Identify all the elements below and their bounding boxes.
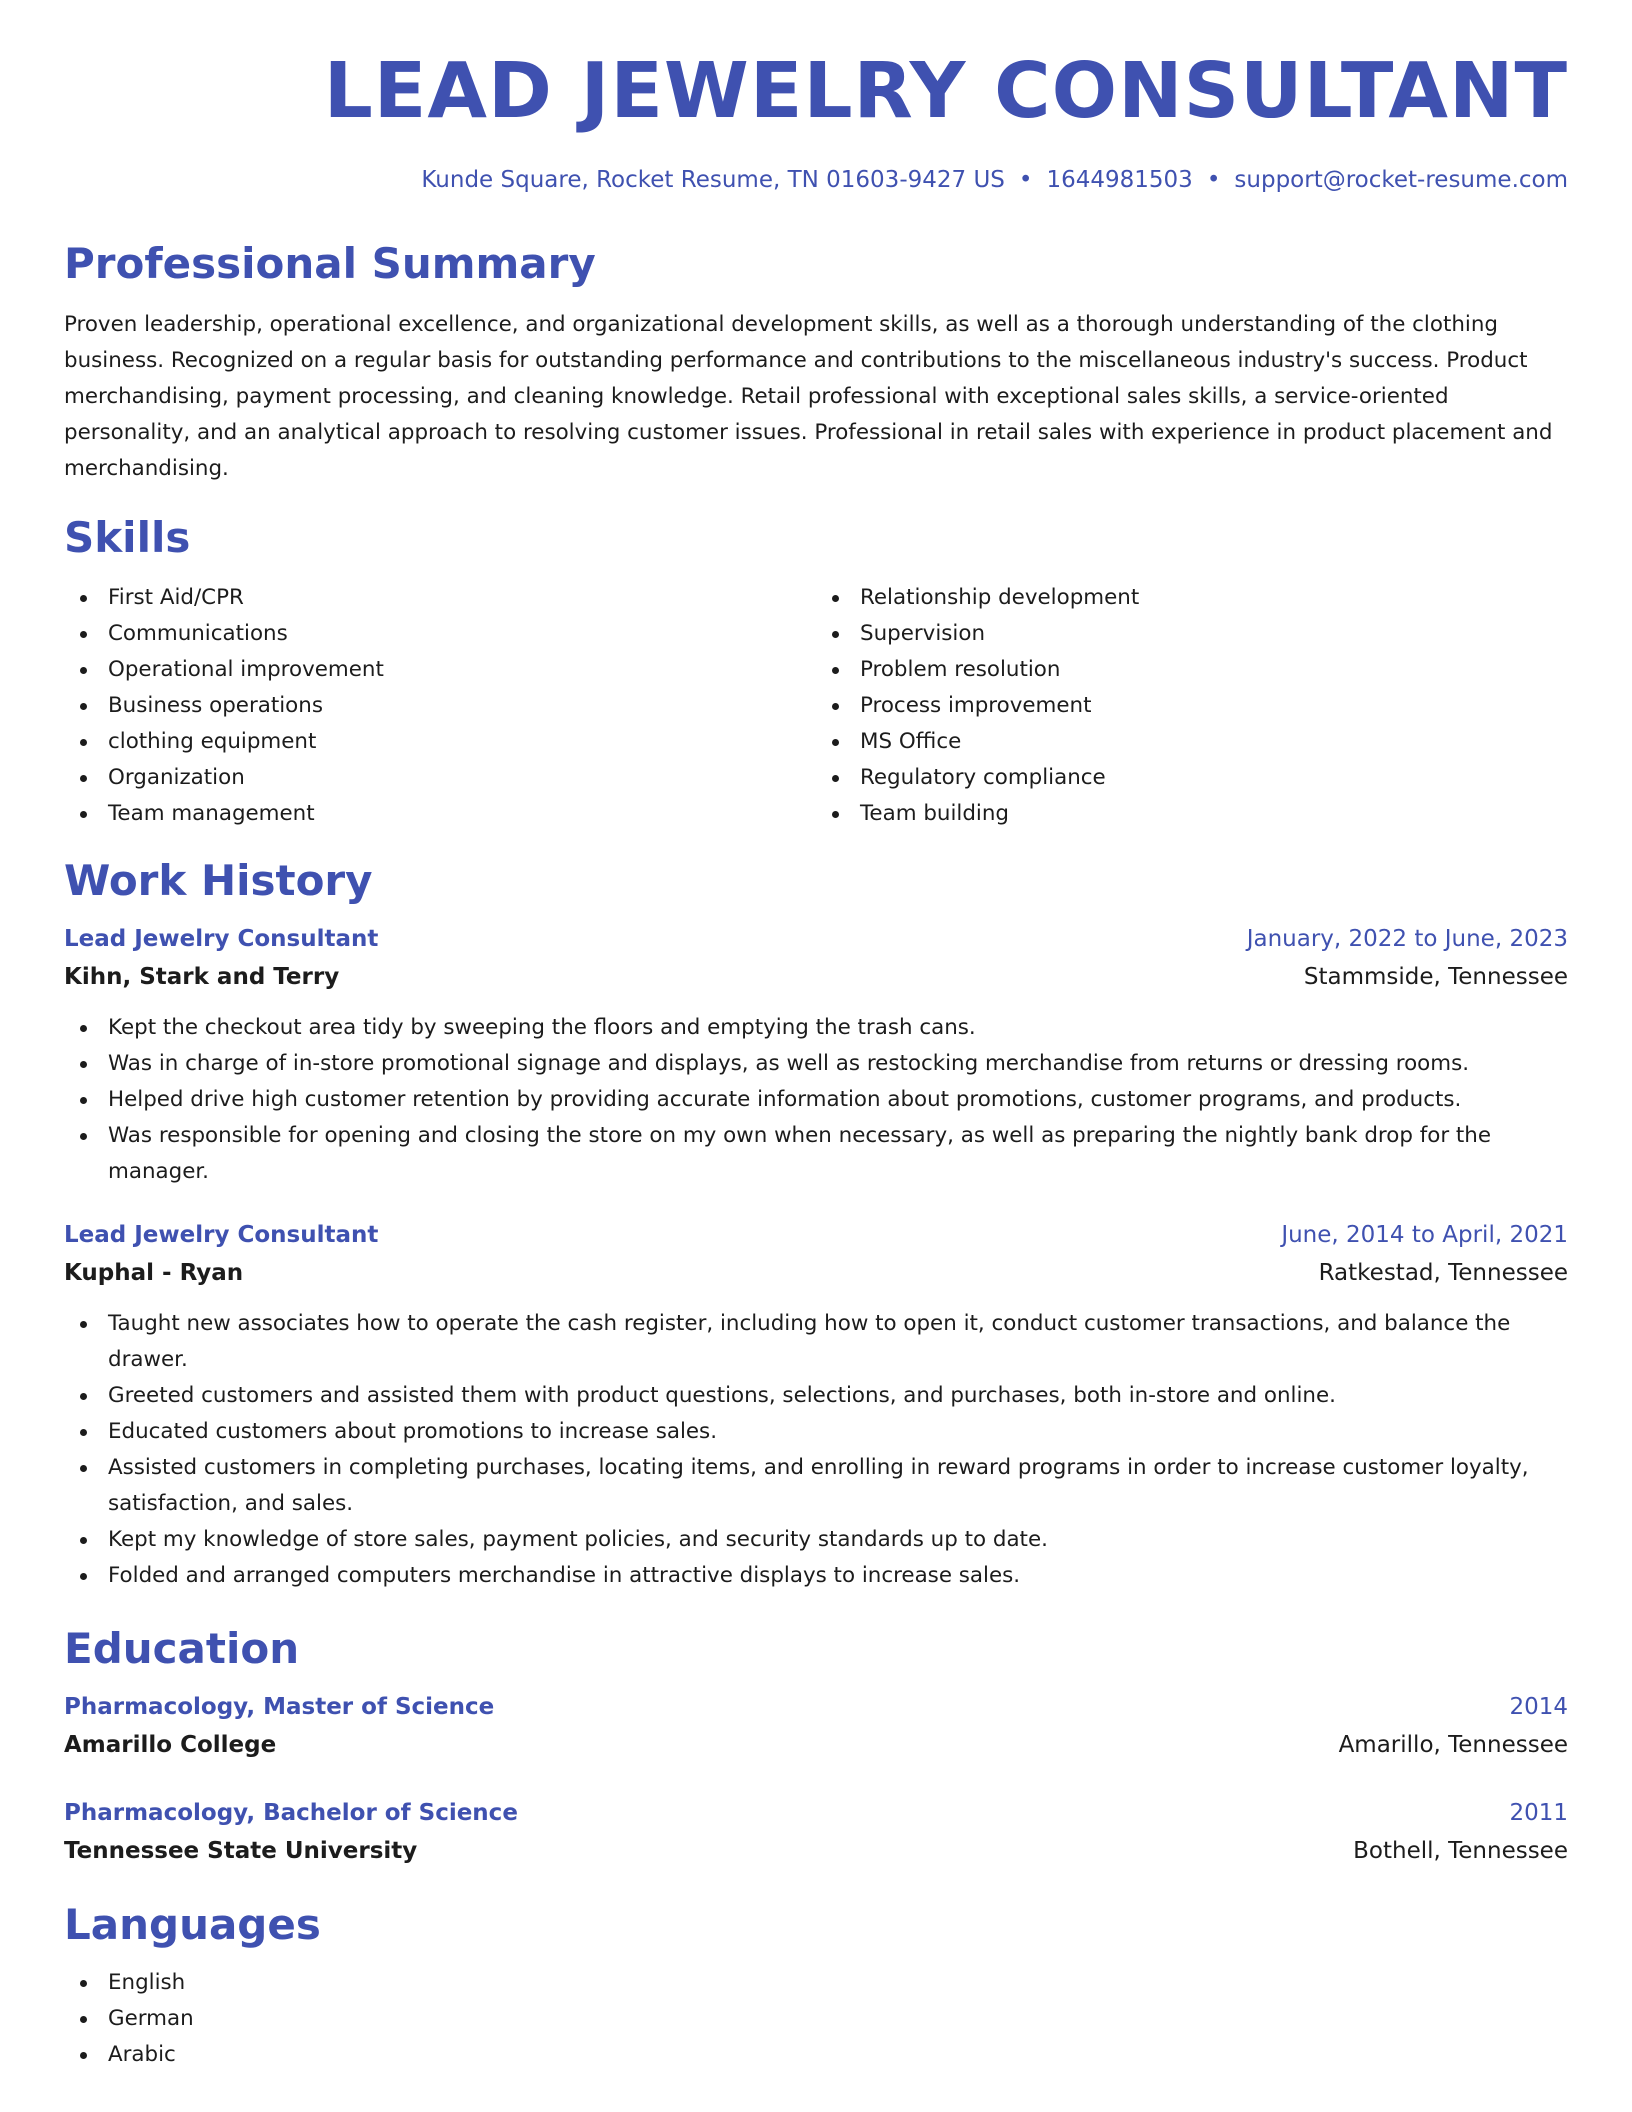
contact-separator: • bbox=[1206, 166, 1221, 193]
job-title: Lead Jewelry Consultant bbox=[64, 1222, 379, 1249]
education-school-row bbox=[64, 1726, 1568, 1764]
education-location: Amarillo, Tennessee bbox=[1338, 1732, 1568, 1759]
skills-columns bbox=[64, 580, 1568, 832]
job-bullet: Greeted customers and assisted them with product questions, selections, and purchases, both in-store and online. bbox=[64, 1378, 1568, 1414]
job-bullet: Helped drive high customer retention by providing accurate information about promotions, customer programs, and products. bbox=[64, 1082, 1568, 1118]
skill-item: Communications bbox=[64, 616, 816, 652]
job-dates: June, 2014 to April, 2021 bbox=[1281, 1222, 1568, 1249]
education-entry bbox=[64, 1794, 1568, 1870]
skill-item: clothing equipment bbox=[64, 724, 816, 760]
contact-line bbox=[64, 167, 1568, 193]
contact-address: Kunde Square, Rocket Resume, TN 01603-9427 US bbox=[421, 166, 1005, 193]
resume-name: LEAD JEWELRY CONSULTANT bbox=[323, 47, 1568, 136]
language-item: English bbox=[64, 1965, 1568, 2001]
skill-item: First Aid/CPR bbox=[64, 580, 816, 616]
job-bullet: Kept my knowledge of store sales, payment policies, and security standards up to date. bbox=[64, 1522, 1568, 1558]
job-bullet: Kept the checkout area tidy by sweeping the floors and emptying the trash cans. bbox=[64, 1010, 1568, 1046]
education-degree: Pharmacology, Bachelor of Science bbox=[64, 1800, 518, 1827]
skill-item: Problem resolution bbox=[816, 652, 1568, 688]
section-title-skills: Skills bbox=[64, 513, 191, 563]
job-location: Stammside, Tennessee bbox=[1303, 964, 1568, 991]
job-entry bbox=[64, 1216, 1568, 1594]
skill-item: Supervision bbox=[816, 616, 1568, 652]
summary-section bbox=[64, 239, 1568, 487]
education-year: 2014 bbox=[1509, 1694, 1568, 1721]
languages-section bbox=[64, 1900, 1568, 2072]
job-company-row bbox=[64, 1254, 1568, 1292]
skill-item: Regulatory compliance bbox=[816, 760, 1568, 796]
job-entry bbox=[64, 920, 1568, 1190]
skills-column-left bbox=[64, 580, 816, 832]
education-header-row bbox=[64, 1794, 1568, 1832]
education-location: Bothell, Tennessee bbox=[1353, 1838, 1568, 1865]
languages-list bbox=[64, 1965, 1568, 2073]
skills-section bbox=[64, 513, 1568, 831]
skill-item: Organization bbox=[64, 760, 816, 796]
education-school-row bbox=[64, 1832, 1568, 1870]
job-bullet: Folded and arranged computers merchandise in attractive displays to increase sales. bbox=[64, 1558, 1568, 1594]
contact-email[interactable]: support@rocket-resume.com bbox=[1234, 166, 1568, 193]
work-history-section bbox=[64, 856, 1568, 1594]
skills-list-left bbox=[64, 580, 816, 832]
job-header-row bbox=[64, 920, 1568, 958]
job-bullet: Assisted customers in completing purchases, locating items, and enrolling in reward programs in order to increase customer loyalty, satisfaction, and sales. bbox=[64, 1450, 1568, 1522]
education-header-row bbox=[64, 1688, 1568, 1726]
job-bullets bbox=[64, 1010, 1568, 1190]
education-school: Tennessee State University bbox=[64, 1838, 418, 1865]
job-bullet: Was responsible for opening and closing the store on my own when necessary, as well as preparing the nightly bank drop for the manager. bbox=[64, 1118, 1568, 1190]
education-degree: Pharmacology, Master of Science bbox=[64, 1694, 495, 1721]
education-section bbox=[64, 1624, 1568, 1870]
skill-item: MS Office bbox=[816, 724, 1568, 760]
job-dates: January, 2022 to June, 2023 bbox=[1246, 926, 1568, 953]
job-bullet: Taught new associates how to operate the cash register, including how to open it, conduct customer transactions, and balance the drawer. bbox=[64, 1306, 1568, 1378]
job-bullets bbox=[64, 1306, 1568, 1594]
job-company: Kihn, Stark and Terry bbox=[64, 964, 340, 991]
job-company: Kuphal - Ryan bbox=[64, 1260, 244, 1287]
language-item: German bbox=[64, 2001, 1568, 2037]
summary-text: Proven leadership, operational excellence, and organizational development skills, as well as a thorough understanding of the clothing business. Recognized on a regular basis for outstanding performance and contributions to the miscellaneous industry's success. Product merchandising, payment processing, and cleaning knowledge. Retail professional with exceptional sales skills, a service-oriented personality, and an analytical approach to resolving customer issues. Professional in retail sales with experience in product placement and merchandising. bbox=[64, 312, 1553, 482]
skill-item: Business operations bbox=[64, 688, 816, 724]
education-entry bbox=[64, 1688, 1568, 1764]
job-bullet: Educated customers about promotions to increase sales. bbox=[64, 1414, 1568, 1450]
skill-item: Relationship development bbox=[816, 580, 1568, 616]
skill-item: Team building bbox=[816, 796, 1568, 832]
contact-phone: 1644981503 bbox=[1046, 166, 1193, 193]
job-header-row bbox=[64, 1216, 1568, 1254]
resume-header bbox=[64, 0, 1568, 193]
skills-list-right bbox=[816, 580, 1568, 832]
job-location: Ratkestad, Tennessee bbox=[1318, 1260, 1568, 1287]
skill-item: Process improvement bbox=[816, 688, 1568, 724]
language-item: Arabic bbox=[64, 2037, 1568, 2073]
skill-item: Operational improvement bbox=[64, 652, 816, 688]
education-school: Amarillo College bbox=[64, 1732, 277, 1759]
section-title-education: Education bbox=[64, 1624, 300, 1674]
skill-item: Team management bbox=[64, 796, 816, 832]
job-bullet: Was in charge of in-store promotional signage and displays, as well as restocking merchandise from returns or dressing rooms. bbox=[64, 1046, 1568, 1082]
contact-separator: • bbox=[1018, 166, 1033, 193]
section-title-languages: Languages bbox=[64, 1900, 321, 1950]
job-title: Lead Jewelry Consultant bbox=[64, 926, 379, 953]
section-title-summary: Professional Summary bbox=[64, 238, 596, 288]
education-year: 2011 bbox=[1509, 1800, 1568, 1827]
skills-column-right bbox=[816, 580, 1568, 832]
job-company-row bbox=[64, 958, 1568, 996]
section-title-work-history: Work History bbox=[64, 855, 373, 905]
